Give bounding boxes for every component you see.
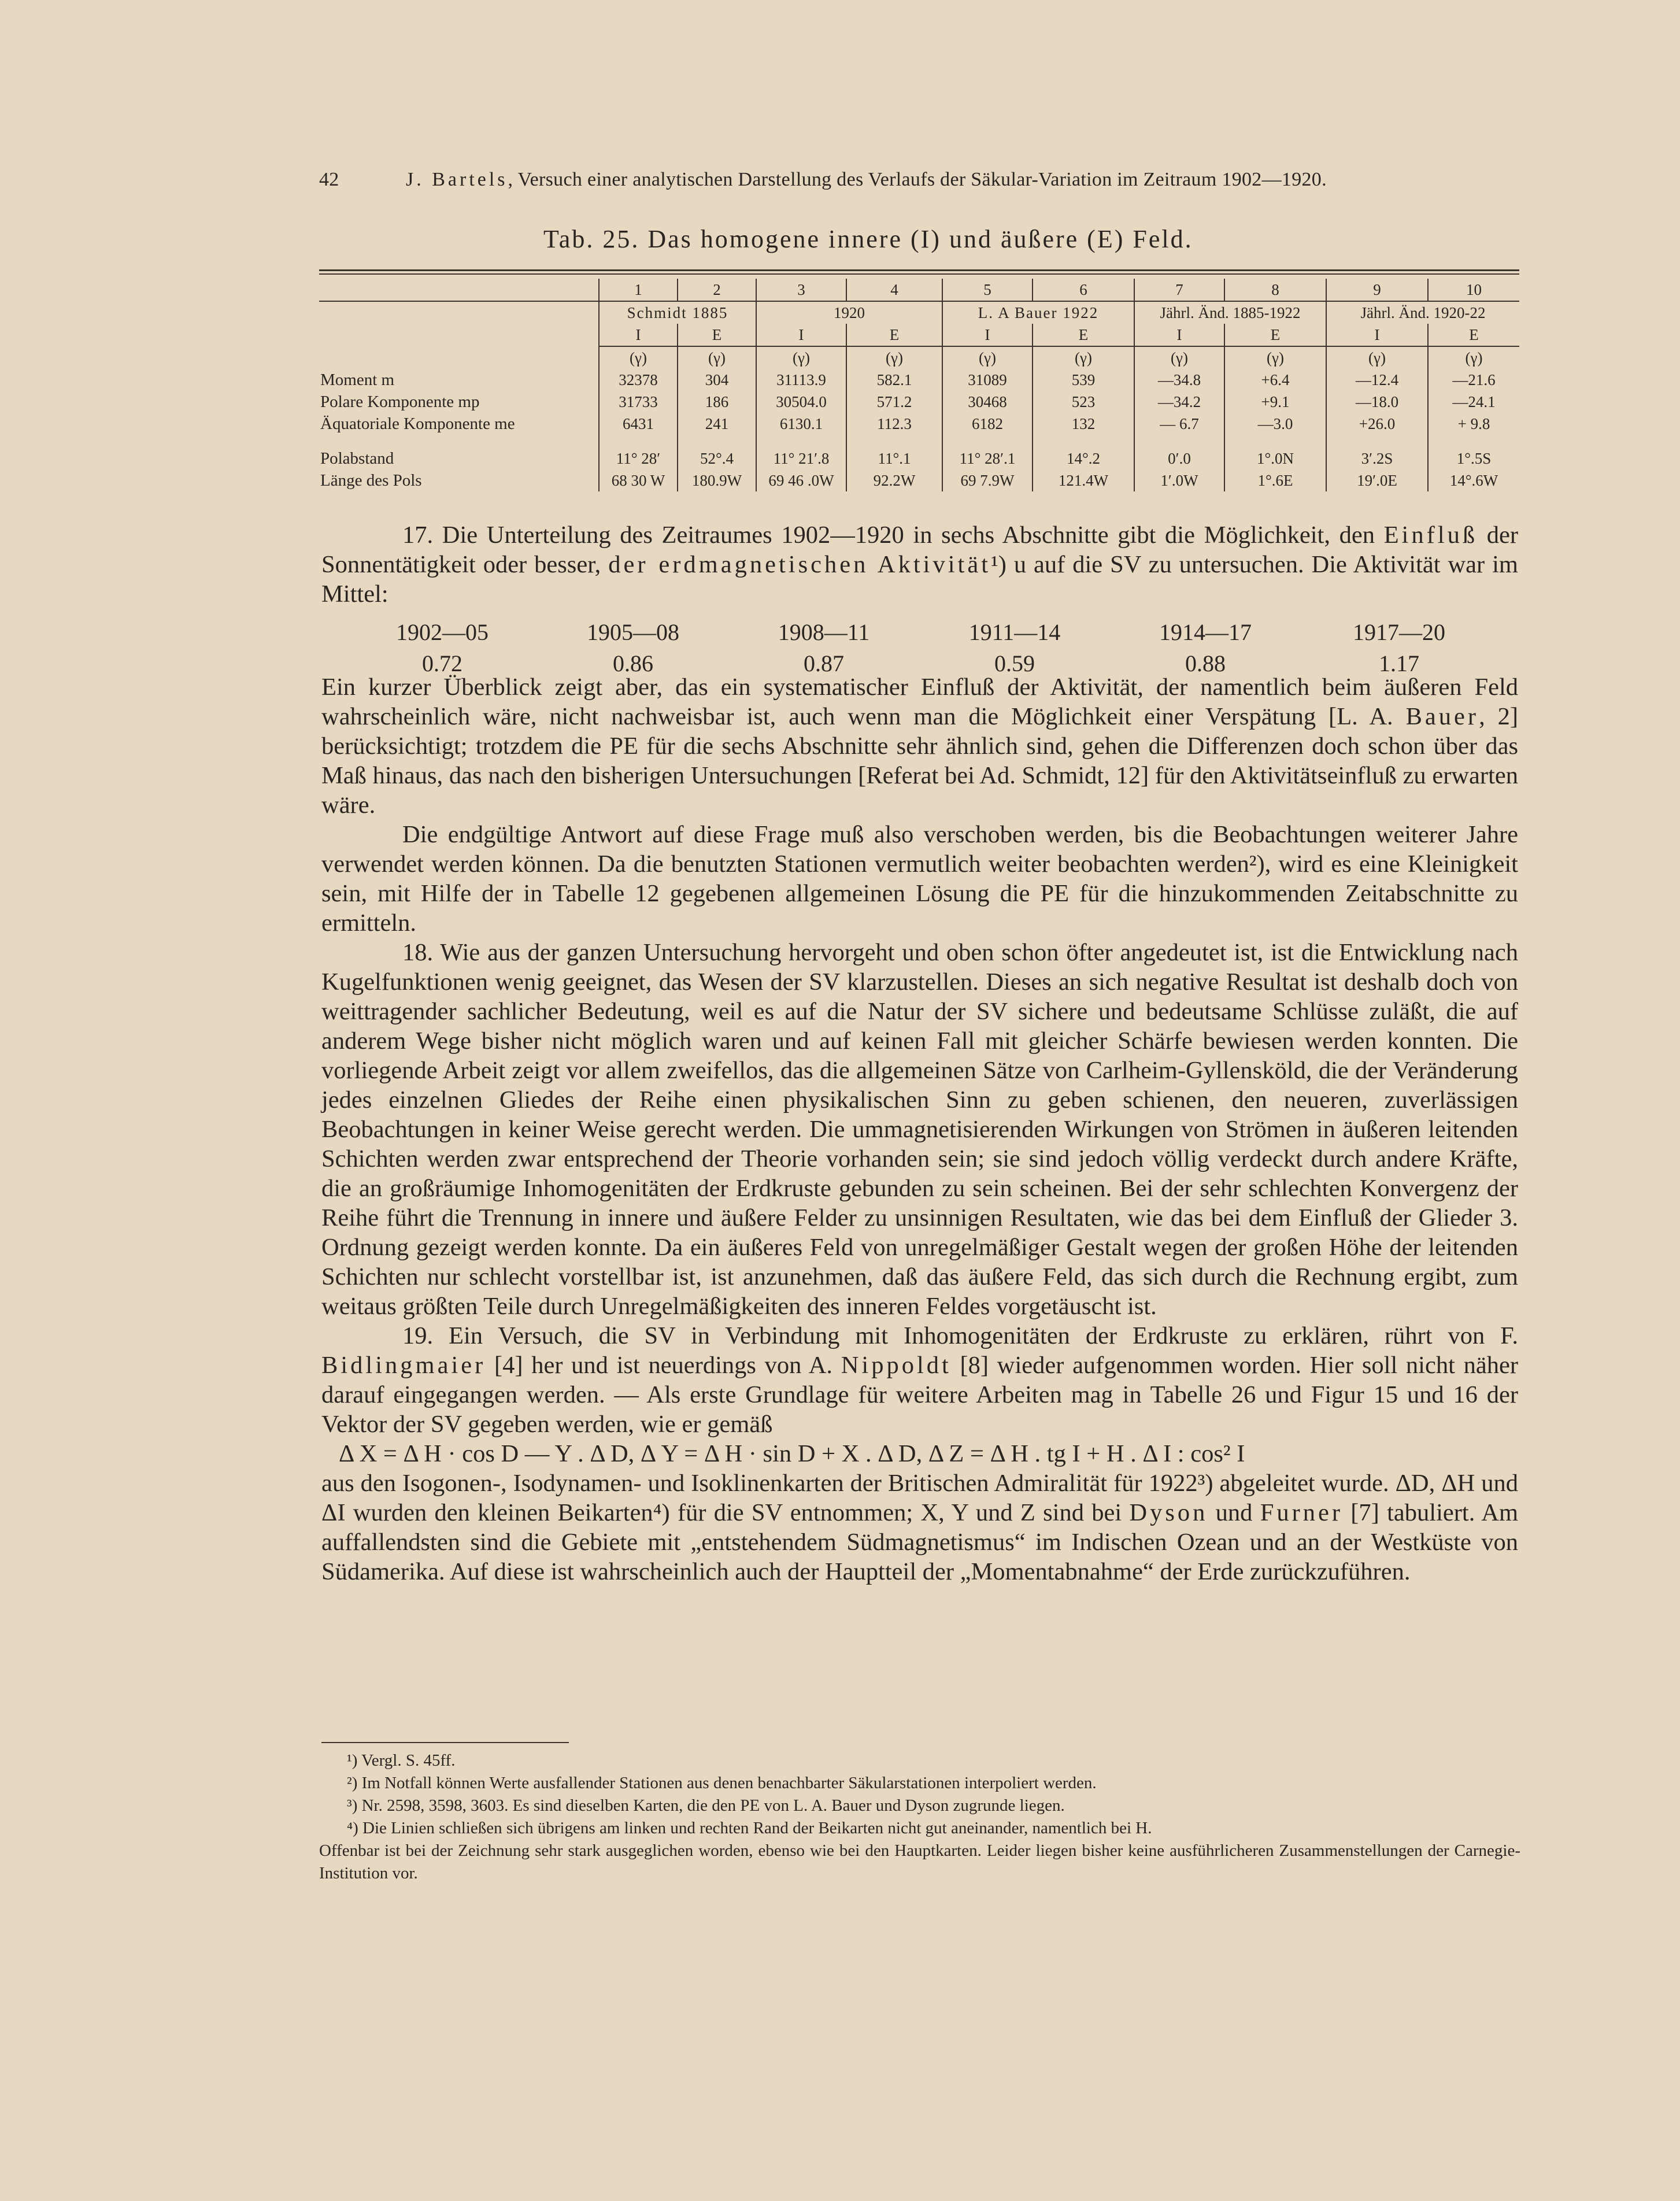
paragraph-17-cont: Ein kurzer Überblick zeigt aber, das ein systematischer Einfluß der Aktivität, der namentlich beim äußeren Feld wahrscheinlich wäre, nicht nachweisbar ist, auch wenn man die Möglichkeit einer Verspätung [L. A. Bauer, 2] berücksichtigt; trotzdem die PE für die sechs Abschnitte sehr ähnlich sind, gehen die Differenzen doch schon über das Maß hinaus, das nach den bisherigen Untersuchungen [Referat bei Ad. Schmidt, 12] für den Aktivitätseinfluß zu erwarten wäre. xyxy=(321,674,1519,819)
paragraph-19-cont: aus den Isogonen-, Isodynamen- und Isoklinenkarten der Britischen Admiralität für 1922³) abgeleitet wurde. ΔD, ΔH und ΔI wurden den kleinen Beikarten⁴) für die SV entnommen; X, Y und Z sind bei Dyson und Furner [7] tabuliert. Am auffallendsten sind die Gebiete mit „entstehendem Südmagnetismus“ im Indischen Ozean und an der Westküste von Südamerika. Auf diese ist wahrscheinlich auch der Hauptteil der „Momentabnahme“ der Erde zurückzuführen. xyxy=(321,1470,1519,1585)
footnotes xyxy=(319,1749,1520,1885)
footnote: ²) Im Notfall können Werte ausfallender Stationen aus denen benachbarter Säkularstationen interpoliert werden. xyxy=(347,1774,1097,1792)
footnote-rule xyxy=(321,1742,569,1743)
table-row: Länge des Pols 68 30 W 180.9W 69 46 .0W 92.2W 69 7.9W 121.4W 1′.0W 1°.6E 19′.0E 14°.6W xyxy=(319,469,1519,491)
table-top-rule xyxy=(319,269,1519,271)
page: 42 J. Bartels, Versuch einer analytischen Darstellung des Verlaufs der Säkular-Variation im Zeitraum 1902—1920. Tab. 25. Das homogene innere (I) und äußere (E) Feld. 1 2 3 4 5 6 7 8 9 10 Schmidt 1885 1920 L. A Bauer 1922 Jährl. Änd. 1885-1922 Jährl. Änd. 1920-22 I E I E I E I E I E (γ) (γ) (γ) (γ) (γ) (γ) (γ) (γ) (γ) (γ) Moment m 32378 304 31113.9 582.1 31089 539 —34.8 +6.4 —12.4 —21.6 Polare Komponente mp 31733 186 30504.0 571.2 30468 523 —34.2 +9.1 —18.0 —24.1 Äquatoriale Komponente me 6431 241 6130.1 112.3 6182 132 — 6.7 —3.0 +26.0 + 9.8 Polabstand 11° 28′ 52°.4 11° 21′.8 11°.1 11° 28′.1 14°.2 0′.0 1°.0N 3′.2S 1°.5S Länge des Pols 68 30 W 180.9W 69 46 .0W 92.2W 69 7.9W 121.4W 1′.0W 1°.6E 19′.0E 14°.6W 17. Die Unterteilung des Zeitraumes 1902—1920 in sechs Abschnitte gibt die Möglichkeit, den Einfluß der Sonnentätigkeit oder besser, der erdmagnetischen Aktivität¹) u auf die SV zu untersuchen. Die Aktivität war im Mittel: Ein kurzer Überblick zeigt aber, das ein systematischer Einfluß der Aktivität, der namentlich beim äußeren Feld wahrscheinlich wäre, nicht nachweisbar ist, auch wenn man die Möglichkeit einer Verspätung [L. A. Bauer, 2] berücksichtigt; trotzdem die PE für die sechs Abschnitte sehr ähnlich sind, gehen die Differenzen doch schon über das Maß hinaus, das nach den bisherigen Untersuchungen [Referat bei Ad. Schmidt, 12] für den Aktivitätseinfluß zu erwarten wäre. Die endgültige Antwort auf diese Frage muß also verschoben werden, bis die Beobachtungen weiterer Jahre verwendet werden können. Da die benutzten Stationen vermutlich weiter beobachten werden²), wird es eine Kleinigkeit sein, mit Hilfe der in Tabelle 12 gegebenen allgemeinen Lösung die PE für die hinzukommenden Zeitabschnitte zu ermitteln. 18. Wie aus der ganzen Untersuchung hervorgeht und oben schon öfter angedeutet ist, ist die Entwicklung nach Kugelfunktionen wenig geeignet, das Wesen der SV klarzustellen. Dieses an sich negative Resultat ist deshalb doch von weittragender sachlicher Bedeutung, weil es auf die Natur der SV sichere und bedeutsame Schlüsse zuläßt, die auf anderem Wege bisher nicht möglich waren und auf keinen Fall mit gleicher Schärfe bewiesen werden konnten. Die vorliegende Arbeit zeigt vor allem zweifellos, das die allgemeinen Sätze von Carlheim-Gyllensköld, die der Veränderung jedes einzelnen Gliedes der Reihe einen physikalischen Sinn zu geben schienen, den neueren, zuverlässigen Beobachtungen in keiner Weise gerecht werden. Die ummagnetisierenden Wirkungen von Strömen in äußeren leitenden Schichten werden zwar entsprechend der Theorie vorhanden sein; sie sind jedoch völlig verdeckt durch andere Kräfte, die an großräumige Inhomogenitäten der Erdkruste gebunden zu sein scheinen. Bei der sehr schlechten Konvergenz der Reihe führt die Trennung in innere und äußere Felder zu unsinnigen Resultaten, wie das bei dem Einfluß der Glieder 3. Ordnung gezeigt werden konnte. Da ein äußeres Feld von unregelmäßiger Gestalt wegen der großen Höhe der leitenden Schichten nur schlecht vorstellbar ist, ist anzunehmen, daß das äußere Feld, das sich durch die Rechnung ergibt, zum weitaus größten Teile durch Unregelmäßigkeiten des inneren Feldes vorgetäuscht ist. 19. Ein Versuch, die SV in Verbindung mit Inhomogenitäten der Erdkruste zu erklären, rührt von F. Bidlingmaier [4] her und ist neuerdings von A. Nippoldt [8] wieder aufgenommen worden. Hier soll nicht näher darauf eingegangen werden. — Als erste Grundlage für weitere Arbeiten mag in Tabelle 26 und Figur 15 und 16 der Vektor der SV gegeben werden, wie er gemäß Δ X = Δ H · cos D — Y . Δ D, Δ Y = Δ H · sin D + X . Δ D, Δ Z = Δ H . tg I + H . Δ I : cos² I aus den Isogonen-, Isodynamen- und Isoklinenkarten der Britischen Admiralität für 1922³) abgeleitet wurde. ΔD, ΔH und ΔI wurden den kleinen Beikarten⁴) für die SV entnommen; X, Y und Z sind bei Dyson und Furner [7] tabuliert. Am auffallendsten sind die Gebiete mit „entstehendem Südmagnetismus“ im Indischen Ozean und an der Westküste von Südamerika. Auf diese ist wahrscheinlich auch der Hauptteil der „Momentabnahme“ der Erde zurückzuführen. 1902—05 0.72 1905—08 0.86 1908—11 0.87 1911—14 0.59 1914—17 0.88 1917—20 1.17 ¹) Vergl. S. 45ff. ²) Im Notfall können Werte ausfallender Stationen aus denen benachbarter Säkularstationen interpoliert werden. ³) Nr. 2598, 3598, 3603. Es sind dieselben Karten, die den PE von L. A. Bauer und Dyson zugrunde liegen. ⁴) Die Linien schließen sich übrigens am linken und rechten Rand der Beikarten nicht gut aneinander, namentlich bei H. Offenbar ist bei der Zeichnung sehr stark ausgeglichen worden, ebenso wie bei den Hauptkarten. Leider liegen bisher keine ausführlicheren Zusammenstellungen der Carnegie-Institution vor. xyxy=(0,0,1680,2201)
table-row: Polabstand 11° 28′ 52°.4 11° 21′.8 11°.1 11° 28′.1 14°.2 0′.0 1°.0N 3′.2S 1°.5S xyxy=(319,447,1519,469)
table-caption: Tab. 25. Das homogene innere (I) und äußere (E) Feld. xyxy=(543,225,1193,253)
footnote: Offenbar ist bei der Zeichnung sehr stark ausgeglichen worden, ebenso wie bei den Hauptkarten. Leider liegen bisher keine ausführlicheren Zusammenstellungen der Carnegie-Institution vor. xyxy=(319,1841,1520,1882)
footnote: ¹) Vergl. S. 45ff. xyxy=(347,1751,456,1770)
column-number-row: 1 2 3 4 5 6 7 8 9 10 xyxy=(319,279,1519,301)
paragraph-17: 17. Die Unterteilung des Zeitraumes 1902—1920 in sechs Abschnitte gibt die Möglichkeit, den Einfluß der Sonnentätigkeit oder besser, der erdmagnetischen Aktivität¹) u auf die SV zu untersuchen. Die Aktivität war im Mittel: xyxy=(321,521,1518,608)
footnote: ³) Nr. 2598, 3598, 3603. Es sind dieselben Karten, die den PE von L. A. Bauer und Dyson zugrunde liegen. xyxy=(347,1796,1065,1815)
data-table xyxy=(319,279,1519,491)
paragraph-19: 19. Ein Versuch, die SV in Verbindung mit Inhomogenitäten der Erdkruste zu erklären, rührt von F. Bidlingmaier [4] her und ist neuerdings von A. Nippoldt [8] wieder aufgenommen worden. Hier soll nicht näher darauf eingegangen werden. — Als erste Grundlage für weitere Arbeiten mag in Tabelle 26 und Figur 15 und 16 der Vektor der SV gegeben werden, wie er gemäß xyxy=(321,1322,1518,1438)
body-text xyxy=(321,520,1518,1586)
paragraph-17-2: Die endgültige Antwort auf diese Frage muß also verschoben werden, bis die Beobachtungen weiterer Jahre verwendet werden können. Da die benutzten Stationen vermutlich weiter beobachten werden²), wird es eine Kleinigkeit sein, mit Hilfe der in Tabelle 12 gegebenen allgemeinen Lösung die PE für die hinzukommenden Zeitabschnitte zu ermitteln. xyxy=(321,821,1518,937)
header-title: J. Bartels, Versuch einer analytischen Darstellung des Verlaufs der Säkular-Variation im Zeitraum 1902—1920. xyxy=(406,169,1327,190)
paragraph-18: 18. Wie aus der ganzen Untersuchung hervorgeht und oben schon öfter angedeutet ist, ist die Entwicklung nach Kugelfunktionen wenig geeignet, das Wesen der SV klarzustellen. Dieses an sich negative Resultat ist deshalb doch von weittragender sachlicher Bedeutung, weil es auf die Natur der SV sichere und bedeutsame Schlüsse zuläßt, die auf anderem Wege bisher nicht möglich waren und auf keinen Fall mit gleicher Schärfe bewiesen werden konnten. Die vorliegende Arbeit zeigt vor allem zweifellos, das die allgemeinen Sätze von Carlheim-Gyllensköld, die der Veränderung jedes einzelnen Gliedes der Reihe einen physikalischen Sinn zu geben schienen, den neueren, zuverlässigen Beobachtungen in keiner Weise gerecht werden. Die ummagnetisierenden Wirkungen von Strömen in äußeren leitenden Schichten werden zwar entsprechend der Theorie vorhanden sein; sie sind jedoch völlig verdeckt durch andere Kräfte, die an großräumige Inhomogenitäten der Erdkruste gebunden zu sein scheinen. Bei der sehr schlechten Konvergenz der Reihe führt die Trennung in innere und äußere Felder zu unsinnigen Resultaten, wie das bei dem Einfluß der Glieder 3. Ordnung gezeigt werden konnte. Da ein äußeres Feld von unregelmäßiger Gestalt wegen der großen Höhe der leitenden Schichten nur schlecht vorstellbar ist, ist anzunehmen, daß das äußere Feld, das sich durch die Rechnung ergibt, zum weitaus größten Teile durch Unregelmäßigkeiten des inneren Feldes vorgetäuscht ist. xyxy=(321,939,1518,1320)
sub-header-row: I E I E I E I E I E xyxy=(319,324,1519,346)
unit-row: (γ) (γ) (γ) (γ) (γ) (γ) (γ) (γ) (γ) (γ) xyxy=(319,346,1519,369)
table-top-rule-2 xyxy=(319,273,1519,275)
table-row: Äquatoriale Komponente me 6431 241 6130.1 112.3 6182 132 — 6.7 —3.0 +26.0 + 9.8 xyxy=(319,413,1519,435)
footnote: ⁴) Die Linien schließen sich übrigens am linken und rechten Rand der Beikarten nicht gut aneinander, namentlich bei H. xyxy=(347,1819,1152,1837)
formula: Δ X = Δ H · cos D — Y . Δ D, Δ Y = Δ H · sin D + X . Δ D, Δ Z = Δ H . tg I + H . Δ I : cos² I xyxy=(339,1440,1245,1467)
table-row: Moment m 32378 304 31113.9 582.1 31089 539 —34.8 +6.4 —12.4 —21.6 xyxy=(319,369,1519,391)
table-gap xyxy=(319,435,1519,447)
group-header-row: Schmidt 1885 1920 L. A Bauer 1922 Jährl. Änd. 1885-1922 Jährl. Änd. 1920-22 xyxy=(319,301,1519,324)
table-row: Polare Komponente mp 31733 186 30504.0 571.2 30468 523 —34.2 +9.1 —18.0 —24.1 xyxy=(319,391,1519,413)
page-number: 42 xyxy=(319,169,339,190)
